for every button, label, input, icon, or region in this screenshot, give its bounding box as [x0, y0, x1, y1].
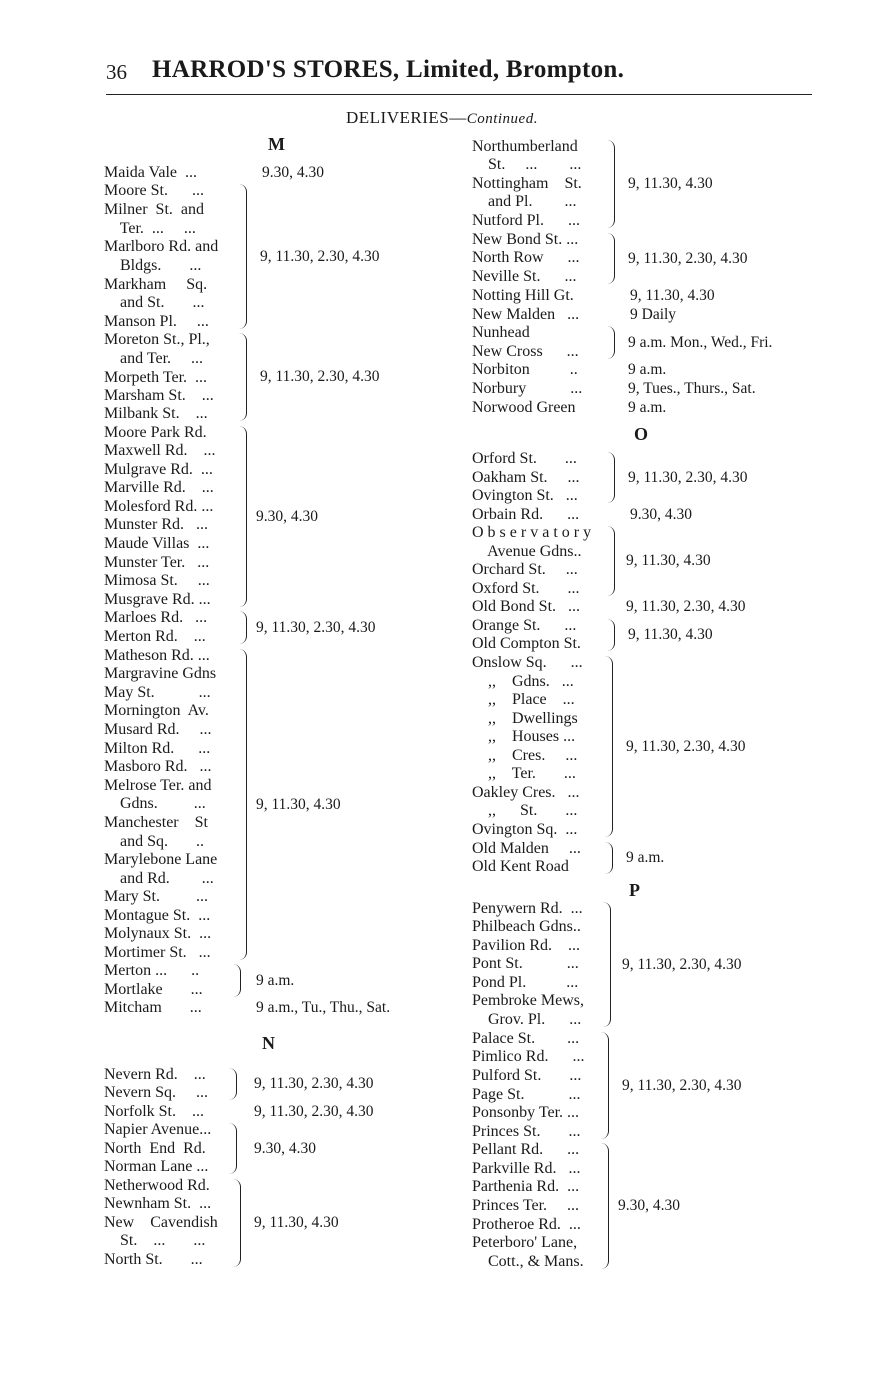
- delivery-times: 9 a.m., Tu., Thu., Sat.: [256, 999, 391, 1016]
- delivery-times: 9, 11.30, 4.30: [628, 626, 713, 643]
- delivery-place: Mornington Av.: [104, 702, 209, 719]
- delivery-place: Munster Ter. ...: [104, 554, 210, 571]
- delivery-place: Markham Sq.: [104, 276, 208, 293]
- delivery-times: 9.30, 4.30: [630, 506, 692, 523]
- delivery-times: 9, 11.30, 2.30, 4.30: [626, 738, 746, 755]
- delivery-times: 9, 11.30, 2.30, 4.30: [622, 956, 742, 973]
- delivery-place: ,, Ter. ...: [472, 765, 576, 782]
- delivery-times: 9, 11.30, 2.30, 4.30: [622, 1077, 742, 1094]
- group-brace: [232, 1179, 241, 1267]
- delivery-place: Nottingham St.: [472, 175, 582, 192]
- delivery-place: St. ... ...: [472, 156, 582, 173]
- group-brace: [600, 1032, 609, 1139]
- delivery-place: Nevern Rd. ...: [104, 1066, 206, 1083]
- delivery-place: Oakley Cres. ...: [472, 784, 580, 801]
- delivery-times: 9, 11.30, 2.30, 4.30: [628, 469, 748, 486]
- delivery-place: Norbury ...: [472, 380, 583, 397]
- delivery-place: New Malden ...: [472, 306, 580, 323]
- group-brace: [238, 426, 247, 607]
- delivery-place: ,, Gdns. ...: [472, 673, 574, 690]
- group-brace: [606, 619, 615, 651]
- delivery-place: Pembroke Mews,: [472, 992, 584, 1009]
- delivery-place: Marylebone Lane: [104, 851, 218, 868]
- delivery-place: Musgrave Rd. ...: [104, 591, 211, 608]
- delivery-place: Nutford Pl. ...: [472, 212, 580, 229]
- delivery-place: May St. ...: [104, 684, 211, 701]
- delivery-place: and Rd. ...: [104, 870, 214, 887]
- header-rule: [106, 94, 812, 95]
- delivery-place: Mortimer St. ...: [104, 944, 211, 961]
- delivery-place: Princes St. ...: [472, 1123, 581, 1140]
- page-number: 36: [106, 60, 127, 84]
- delivery-place: Mimosa St. ...: [104, 572, 210, 589]
- delivery-times: 9 Daily: [630, 306, 677, 323]
- delivery-place: Gdns. ...: [104, 795, 206, 812]
- page-title: HARROD'S STORES, Limited, Brompton.: [152, 56, 625, 83]
- group-brace: [604, 656, 613, 837]
- delivery-place: Moreton St., Pl.,: [104, 331, 210, 348]
- delivery-place: Maxwell Rd. ...: [104, 442, 216, 459]
- delivery-place: Pellant Rd. ...: [472, 1141, 580, 1158]
- delivery-place: and Pl. ...: [472, 193, 577, 210]
- delivery-place: Parkville Rd. ...: [472, 1160, 581, 1177]
- delivery-times: 9, 11.30, 2.30, 4.30: [260, 368, 380, 385]
- delivery-times: 9.30, 4.30: [256, 508, 318, 525]
- delivery-place: Neville St. ...: [472, 268, 577, 285]
- section-letter-o: O: [634, 424, 649, 444]
- delivery-place: Masboro Rd. ...: [104, 758, 212, 775]
- delivery-place: Avenue Gdns..: [472, 543, 582, 560]
- delivery-place: ,, Dwellings: [472, 710, 578, 727]
- delivery-times: 9.30, 4.30: [262, 164, 324, 181]
- group-brace: [604, 842, 613, 874]
- delivery-place: Pont St. ...: [472, 955, 579, 972]
- group-brace: [606, 326, 615, 359]
- delivery-place: Notting Hill Gt.: [472, 287, 574, 304]
- delivery-place: Norbiton ..: [472, 361, 578, 378]
- delivery-place: ,, Houses ...: [472, 728, 576, 745]
- delivery-place: Old Bond St. ...: [472, 598, 581, 615]
- delivery-place: Ovington St. ...: [472, 487, 578, 504]
- group-brace: [602, 902, 611, 1027]
- group-brace: [238, 333, 247, 421]
- delivery-place: Nevern Sq. ...: [104, 1084, 208, 1101]
- delivery-place: New Bond St. ...: [472, 231, 579, 248]
- subtitle-continued: Continued.: [466, 111, 538, 127]
- delivery-place: Protheroe Rd. ...: [472, 1216, 581, 1233]
- page-header: [106, 56, 812, 92]
- delivery-times: 9, 11.30, 4.30: [256, 796, 341, 813]
- delivery-place: Philbeach Gdns..: [472, 918, 581, 935]
- delivery-times: 9, 11.30, 2.30, 4.30: [260, 248, 380, 265]
- group-brace: [606, 452, 615, 503]
- delivery-place: Onslow Sq. ...: [472, 654, 583, 671]
- delivery-place: Molesford Rd. ...: [104, 498, 214, 515]
- delivery-place: Parthenia Rd. ...: [472, 1178, 580, 1195]
- delivery-place: Margravine Gdns: [104, 665, 217, 682]
- delivery-times: 9.30, 4.30: [618, 1197, 680, 1214]
- delivery-place: Napier Avenue...: [104, 1121, 212, 1138]
- section-letter-p: P: [629, 880, 640, 900]
- delivery-place: Ovington Sq. ...: [472, 821, 578, 838]
- delivery-times: 9, 11.30, 4.30: [628, 175, 713, 192]
- group-brace: [606, 233, 615, 284]
- delivery-place: Montague St. ...: [104, 907, 211, 924]
- delivery-place: Moore Park Rd.: [104, 424, 207, 441]
- delivery-place: New Cavendish: [104, 1214, 218, 1231]
- delivery-place: Milbank St. ...: [104, 405, 208, 422]
- delivery-place: Ponsonby Ter. ...: [472, 1104, 580, 1121]
- group-brace: [228, 1068, 237, 1100]
- delivery-times: 9, 11.30, 2.30, 4.30: [626, 598, 746, 615]
- delivery-place: Nunhead: [472, 324, 530, 341]
- delivery-place: and Ter. ...: [104, 350, 204, 367]
- section-letter-m: M: [268, 134, 285, 154]
- delivery-place: Princes Ter. ...: [472, 1197, 580, 1214]
- delivery-times: 9 a.m. Mon., Wed., Fri.: [628, 334, 773, 351]
- section-letter-n: N: [262, 1033, 275, 1053]
- delivery-place: Melrose Ter. and: [104, 777, 212, 794]
- delivery-place: and Sq. ..: [104, 833, 204, 850]
- group-brace: [232, 964, 241, 997]
- delivery-place: Mitcham ...: [104, 999, 202, 1016]
- delivery-place: Norwood Green: [472, 399, 576, 416]
- delivery-times: 9, 11.30, 2.30, 4.30: [254, 1075, 374, 1092]
- delivery-place: Munster Rd. ...: [104, 516, 208, 533]
- delivery-place: Moore St. ...: [104, 182, 204, 199]
- delivery-place: Old Kent Road: [472, 858, 569, 875]
- delivery-place: Milner St. and: [104, 201, 204, 218]
- delivery-times: 9, Tues., Thurs., Sat.: [628, 380, 756, 397]
- delivery-place: Orbain Rd. ...: [472, 506, 580, 523]
- delivery-place: Merton ... ..: [104, 962, 200, 979]
- delivery-place: ,, St. ...: [472, 802, 578, 819]
- delivery-place: Marlboro Rd. and: [104, 238, 219, 255]
- delivery-place: Mortlake ...: [104, 981, 203, 998]
- delivery-place: Morpeth Ter. ...: [104, 369, 208, 386]
- group-brace: [228, 1123, 237, 1174]
- delivery-place: Manson Pl. ...: [104, 313, 209, 330]
- delivery-place: Pavilion Rd. ...: [472, 937, 581, 954]
- delivery-place: Orange St. ...: [472, 617, 577, 634]
- group-brace: [238, 649, 247, 960]
- delivery-place: Penywern Rd. ...: [472, 900, 583, 917]
- delivery-place: Palace St. ...: [472, 1030, 580, 1047]
- delivery-place: Maude Villas ...: [104, 535, 210, 552]
- delivery-place: ,, Place ...: [472, 691, 575, 708]
- delivery-place: Ter. ... ...: [104, 220, 196, 237]
- delivery-place: Old Compton St.: [472, 635, 581, 652]
- delivery-place: Manchester St: [104, 814, 208, 831]
- delivery-place: Milton Rd. ...: [104, 740, 211, 757]
- section-subtitle: [346, 108, 538, 128]
- delivery-place: Newnham St. ...: [104, 1195, 212, 1212]
- delivery-place: Mulgrave Rd. ...: [104, 461, 213, 478]
- delivery-place: Pulford St. ...: [472, 1067, 582, 1084]
- delivery-times: 9, 11.30, 2.30, 4.30: [256, 619, 376, 636]
- delivery-place: Northumberland: [472, 138, 578, 155]
- delivery-place: St. ... ...: [104, 1232, 206, 1249]
- delivery-place: Oxford St. ...: [472, 580, 580, 597]
- delivery-place: North End Rd.: [104, 1140, 206, 1157]
- delivery-place: Molynaux St. ...: [104, 925, 212, 942]
- group-brace: [606, 526, 615, 596]
- delivery-place: Orchard St. ...: [472, 561, 578, 578]
- group-brace: [606, 140, 615, 228]
- group-brace: [600, 1143, 609, 1269]
- delivery-times: 9.30, 4.30: [254, 1140, 316, 1157]
- delivery-place: Norfolk St. ...: [104, 1103, 204, 1120]
- delivery-place: and St. ...: [104, 294, 205, 311]
- delivery-times: 9, 11.30, 2.30, 4.30: [254, 1103, 374, 1120]
- delivery-place: Marsham St. ...: [104, 387, 214, 404]
- delivery-place: Orford St. ...: [472, 450, 577, 467]
- group-brace: [238, 611, 247, 644]
- delivery-place: North St. ...: [104, 1251, 203, 1268]
- delivery-place: Matheson Rd. ...: [104, 647, 210, 664]
- delivery-place: Musard Rd. ...: [104, 721, 212, 738]
- delivery-times: 9, 11.30, 4.30: [630, 287, 715, 304]
- delivery-place: Grov. Pl. ...: [472, 1011, 582, 1028]
- delivery-times: 9, 11.30, 4.30: [254, 1214, 339, 1231]
- delivery-place: Merton Rd. ...: [104, 628, 206, 645]
- delivery-place: Netherwood Rd.: [104, 1177, 210, 1194]
- delivery-place: Marloes Rd. ...: [104, 609, 208, 626]
- subtitle-main: DELIVERIES—: [346, 108, 467, 127]
- delivery-place: North Row ...: [472, 249, 580, 266]
- delivery-place: Oakham St. ...: [472, 469, 580, 486]
- delivery-place: Marville Rd. ...: [104, 479, 214, 496]
- delivery-times: 9, 11.30, 4.30: [626, 552, 711, 569]
- delivery-place: Mary St. ...: [104, 888, 208, 905]
- delivery-times: 9 a.m.: [256, 972, 295, 989]
- delivery-times: 9 a.m.: [628, 361, 667, 378]
- delivery-place: ,, Cres. ...: [472, 747, 578, 764]
- delivery-place: O b s e r v a t o r y: [472, 524, 592, 541]
- delivery-place: Peterboro' Lane,: [472, 1234, 578, 1251]
- delivery-place: Old Malden ...: [472, 840, 581, 857]
- delivery-times: 9 a.m.: [626, 849, 665, 866]
- delivery-times: 9, 11.30, 2.30, 4.30: [628, 250, 748, 267]
- delivery-place: Maida Vale ...: [104, 164, 198, 181]
- delivery-place: Norman Lane ...: [104, 1158, 209, 1175]
- delivery-place: New Cross ...: [472, 343, 579, 360]
- delivery-times: 9 a.m.: [628, 399, 667, 416]
- group-brace: [238, 184, 247, 329]
- delivery-place: Pond Pl. ...: [472, 974, 579, 991]
- delivery-place: Bldgs. ...: [104, 257, 202, 274]
- delivery-place: Pimlico Rd. ...: [472, 1048, 585, 1065]
- delivery-place: Page St. ...: [472, 1086, 581, 1103]
- delivery-place: Cott., & Mans.: [472, 1253, 584, 1270]
